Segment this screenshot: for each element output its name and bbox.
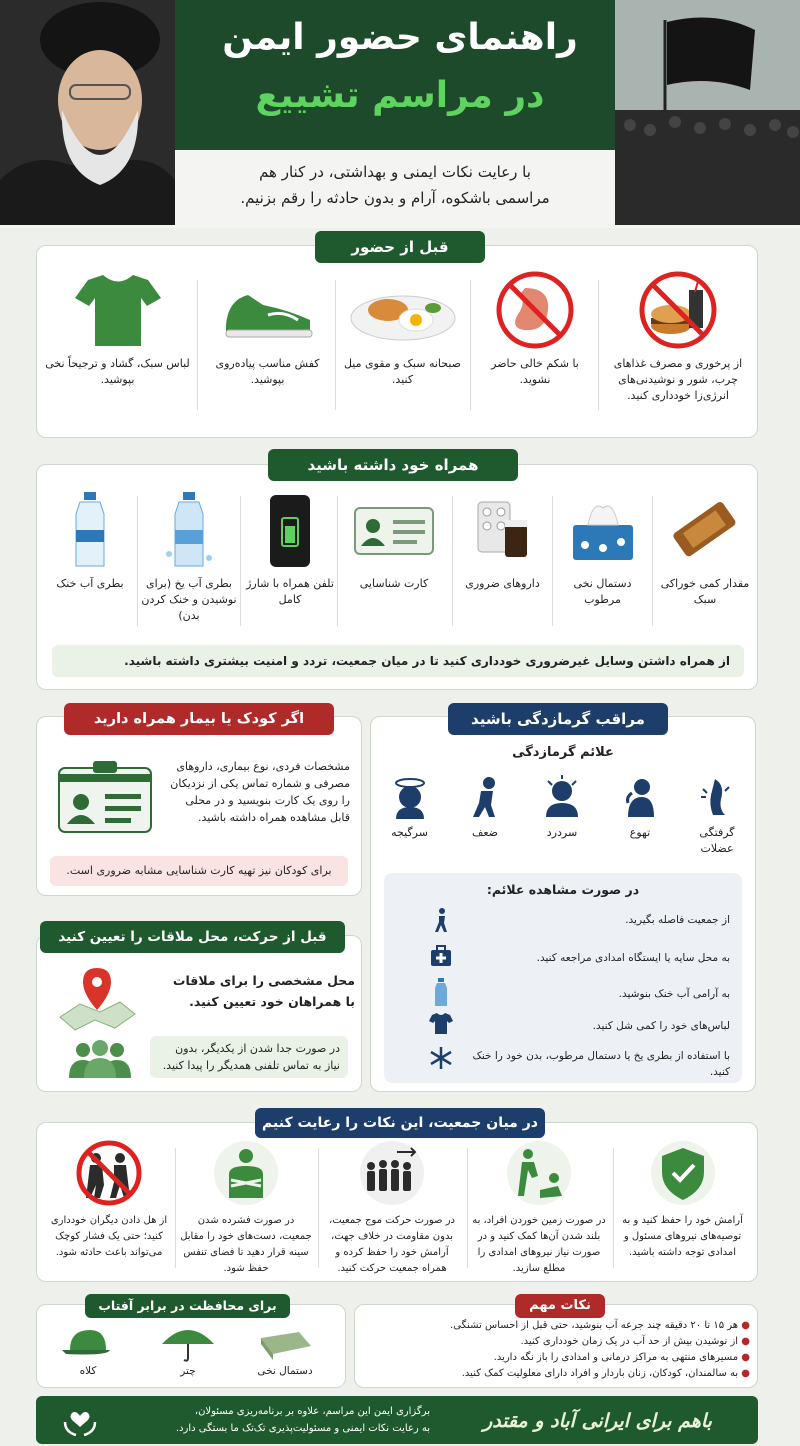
action-row: به آرامی آب خنک بنوشید. xyxy=(618,988,730,1000)
crossed-arms-icon xyxy=(211,1140,281,1206)
symptom-label: سردرد xyxy=(546,826,578,839)
id-badge-icon xyxy=(55,758,155,838)
header xyxy=(0,0,800,228)
crowd-flow-icon xyxy=(357,1140,427,1206)
carry-item-label: کارت شناسایی xyxy=(359,577,429,590)
headache-icon xyxy=(540,775,584,819)
help-fallen-icon xyxy=(504,1140,574,1206)
tissue-box-icon xyxy=(563,490,643,570)
crowd-item-label: آرامش خود را حفظ کنید و به توصیه‌های نیروهای مسئول و امدادی توجه داشته باشید. xyxy=(622,1215,743,1258)
carry-item-label: دستمال نخی مرطوب xyxy=(573,577,632,606)
bullet: ● xyxy=(738,1352,750,1363)
symptom-cramp xyxy=(682,775,752,857)
phone-icon xyxy=(260,490,320,570)
carry-item-label: تلفن همراه با شارژ کامل xyxy=(246,577,334,606)
meeting-text2: در صورت جدا شدن از یکدیگر، بدون نیاز به تماس تلفنی همدیگر را پیدا کنید. xyxy=(150,1036,348,1078)
sun-item-umbrella xyxy=(148,1324,228,1378)
subtitle-line2: مراسمی باشکوه، آرام و بدون حادثه را رقم بزنیم. xyxy=(240,189,550,207)
carry-item-label: مقدار کمی خوراکی سبک xyxy=(660,577,750,606)
crowd-item-arms xyxy=(180,1140,312,1276)
subtitle-line1: با رعایت نکات ایمنی و بهداشتی، در کنار هم xyxy=(259,163,531,181)
first-aid-icon xyxy=(429,944,453,968)
carry-item-label: داروهای ضروری xyxy=(465,577,540,590)
sun-item-cloth xyxy=(245,1324,325,1378)
footer-text-line1: برگزاری ایمن این مراسم، علاوه بر برنامه‌ریزی مسئولان، xyxy=(194,1406,430,1417)
dizziness-icon xyxy=(388,775,432,819)
divider xyxy=(598,280,599,410)
symptom-dizziness xyxy=(372,775,447,841)
symptoms-title: علائم گرمازدگی xyxy=(512,745,614,760)
tip-item xyxy=(360,1350,750,1366)
divider xyxy=(470,280,471,410)
sneaker-icon xyxy=(218,270,318,350)
crowd-flag-image xyxy=(615,0,800,225)
crowd-item-label: از هل دادن دیگران خودداری کنید؛ حتی یک فشار کوچک می‌تواند باعث حادثه شود. xyxy=(50,1215,168,1258)
bullet: ● xyxy=(738,1320,750,1331)
tips-list xyxy=(360,1318,750,1382)
carry-item-water-bottle xyxy=(45,490,135,592)
heat-title: مراقب گرمازدگی باشید xyxy=(448,703,668,735)
child-note: برای کودکان نیز تهیه کارت شناسایی مشابه ضروری است. xyxy=(50,856,348,886)
child-text: مشخصات فردی، نوع بیماری، داروهای مصرفی و شماره تماس یکی از نزدیکان را روی یک کارت بنویسید و در محلی قابل مشاهده همراه داشته باشید. xyxy=(170,760,350,824)
nausea-icon xyxy=(618,775,662,819)
group-icon xyxy=(65,1038,135,1078)
tip-text: مسیرهای منتهی به مراکز درمانی و امدادی را باز نگه دارید. xyxy=(493,1352,739,1363)
ice-bottle-icon xyxy=(159,490,219,570)
divider xyxy=(240,496,241,626)
bullet: ● xyxy=(738,1336,750,1347)
action-row: با استفاده از بطری یخ یا دستمال مرطوب، بدن خود را خنک کنید. xyxy=(472,1050,730,1078)
map-pin-icon xyxy=(55,962,140,1032)
before-item-breakfast xyxy=(340,270,465,388)
no-empty-stomach-icon xyxy=(490,270,580,350)
carry-item-ice-bottle xyxy=(140,490,238,624)
carry-item-snack xyxy=(655,490,755,608)
snowflake-icon xyxy=(429,1046,453,1070)
symptom-weakness xyxy=(450,775,520,841)
before-attending-title: قبل از حضور xyxy=(315,231,485,263)
before-item-label: کفش مناسب پیاده‌روی بپوشید. xyxy=(215,357,320,386)
action-row: از جمعیت فاصله بگیرید. xyxy=(625,914,730,926)
no-junk-food-icon xyxy=(633,270,723,350)
tip-text: از نوشیدن بیش از حد آب در یک زمان خودداری کنید. xyxy=(520,1336,739,1347)
portrait-image xyxy=(0,0,175,225)
bullet: ● xyxy=(738,1368,750,1379)
before-item-junk-food xyxy=(603,270,753,404)
divider xyxy=(175,1148,176,1268)
crowd-item-help-fallen xyxy=(470,1140,608,1276)
crowd-item-label: در صورت زمین خوردن افراد، به بلند شدن آن‌ها کمک کنید و در صورت نیاز نیروهای امدادی را مطلع سازید. xyxy=(472,1215,606,1274)
cramp-icon xyxy=(695,775,739,819)
symptom-label: تهوع xyxy=(629,826,651,839)
id-card-icon xyxy=(349,490,439,570)
action-row: به محل سایه یا ایستگاه امدادی مراجعه کنید. xyxy=(536,952,730,964)
shield-check-icon xyxy=(648,1140,718,1206)
umbrella-icon xyxy=(158,1324,218,1362)
symptom-headache xyxy=(527,775,597,841)
symptom-nausea xyxy=(605,775,675,841)
meeting-text1: محل مشخصی را برای ملاقات با همراهان خود تعیین کنید. xyxy=(172,973,355,1009)
carry-title: همراه خود داشته باشید xyxy=(268,449,518,481)
divider xyxy=(318,1148,319,1268)
tip-item xyxy=(360,1334,750,1350)
carry-item-label: بطری آب خنک xyxy=(56,577,124,590)
tshirt-icon xyxy=(73,270,163,350)
sun-title: برای محافظت در برابر آفتاب xyxy=(85,1294,290,1318)
divider xyxy=(552,496,553,626)
divider xyxy=(652,496,653,626)
crowd-item-label: در صورت حرکت موج جمعیت، بدون مقاومت در خلاف جهت، آرامش خود را حفظ کرده و همراه جمعیت حرکت کنید. xyxy=(328,1215,455,1274)
carry-item-id-card xyxy=(340,490,448,592)
divider xyxy=(467,1148,468,1268)
water-bottle-icon xyxy=(60,490,120,570)
crowd-item-flow xyxy=(322,1140,462,1276)
breakfast-icon xyxy=(348,270,458,350)
sun-item-cap xyxy=(48,1324,128,1378)
carry-note: از همراه داشتن وسایل غیرضروری خودداری کنید تا در میان جمعیت، تردد و امنیت بیشتری داشته باشید. xyxy=(52,645,744,677)
page-title-line2: در مراسم تشییع xyxy=(255,75,545,116)
divider xyxy=(197,280,198,410)
before-item-empty-stomach xyxy=(475,270,595,388)
page-title-line1: راهنمای حضور ایمن xyxy=(222,17,578,58)
walking-icon xyxy=(430,907,452,933)
no-push-icon xyxy=(74,1140,144,1206)
symptom-label: سرگیجه xyxy=(391,826,428,839)
sun-item-label: دستمال نخی xyxy=(257,1365,313,1377)
carry-item-tissue xyxy=(555,490,650,608)
action-row: لباس‌های خود را کمی شل کنید. xyxy=(592,1020,730,1032)
divider xyxy=(335,280,336,410)
tips-title: نکات مهم xyxy=(515,1294,605,1318)
medicine-icon xyxy=(463,490,543,570)
cap-icon xyxy=(58,1324,118,1362)
tip-item xyxy=(360,1318,750,1334)
before-item-label: صبحانه سبک و مقوی میل کنید. xyxy=(343,357,462,386)
tip-text: به سالمندان، کودکان، زنان باردار و افراد دارای معلولیت کمک کنید. xyxy=(461,1368,739,1379)
divider xyxy=(452,496,453,626)
tip-text: هر ۱۵ تا ۲۰ دقیقه چند جرعه آب بنوشید، حتی قبل از احساس تشنگی. xyxy=(450,1320,739,1331)
crowd-item-calm xyxy=(615,1140,750,1260)
before-item-shoes xyxy=(205,270,330,388)
before-item-label: لباس سبک، گشاد و ترجیحاً نخی بپوشید. xyxy=(45,357,190,386)
hands-heart-icon xyxy=(62,1402,98,1438)
shirt-icon xyxy=(429,1012,453,1034)
snack-bar-icon xyxy=(665,490,745,570)
divider xyxy=(337,496,338,626)
actions-title: در صورت مشاهده علائم: xyxy=(486,882,640,897)
divider xyxy=(137,496,138,626)
carry-item-label: بطری آب یخ (برای نوشیدن و خنک کردن بدن) xyxy=(141,577,237,622)
folded-cloth-icon xyxy=(255,1324,315,1362)
crowd-item-label: در صورت فشرده شدن جمعیت، دست‌های خود را مقابل سینه قرار دهید تا فضای تنفس حفظ شود. xyxy=(180,1215,312,1274)
weakness-icon xyxy=(463,775,507,819)
footer-slogan: باهم برای ایرانی آباد و مقتدر xyxy=(483,1410,712,1432)
crowd-item-no-push xyxy=(45,1140,173,1260)
sun-item-label: چتر xyxy=(180,1365,196,1377)
carry-item-phone xyxy=(245,490,335,608)
before-item-clothes xyxy=(45,270,190,388)
symptom-label: ضعف xyxy=(471,826,499,839)
before-item-label: با شکم خالی حاضر نشوید. xyxy=(491,357,579,386)
crowd-title: در میان جمعیت، این نکات را رعایت کنیم xyxy=(255,1108,545,1138)
before-item-label: از پرخوری و مصرف غذاهای چرب، شور و نوشیدنی‌های انرژی‌زا خودداری کنید. xyxy=(613,357,743,402)
tip-item xyxy=(360,1366,750,1382)
bottle-icon xyxy=(434,978,448,1006)
divider xyxy=(613,1148,614,1268)
footer-text-line2: به رعایت نکات ایمنی و مسئولیت‌پذیری تک‌تک ما بستگی دارد. xyxy=(175,1423,430,1434)
symptom-label: گرفتگی عضلات xyxy=(699,826,735,855)
meeting-title: قبل از حرکت، محل ملاقات را تعیین کنید xyxy=(40,921,345,953)
sun-item-label: کلاه xyxy=(79,1365,97,1377)
child-title: اگر کودک یا بیمار همراه دارید xyxy=(64,703,334,735)
carry-item-medicine xyxy=(455,490,550,592)
